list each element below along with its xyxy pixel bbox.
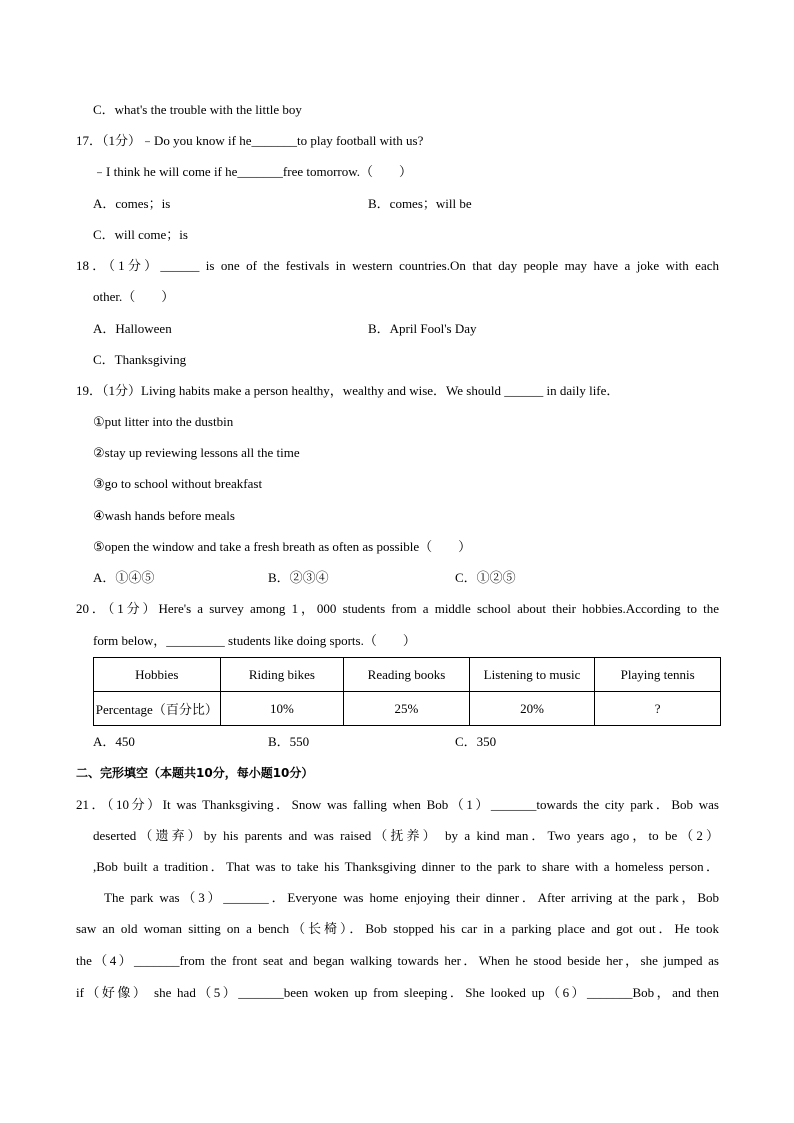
q19-item-3: ③go to school without breakfast (93, 476, 263, 491)
q17-stem: 17．（1分）﹣Do you know if he_______to play football with us? (76, 133, 424, 148)
q20-stem: 20．（1分）Here's a survey among 1，000 students from a middle school about their hobbies.According to the (76, 601, 719, 616)
q19-item-1: ①put litter into the dustbin (93, 414, 234, 429)
q19-item-2: ②stay up reviewing lessons all the time (93, 445, 300, 460)
q18-stem: 18．（1分）______ is one of the festivals in western countries.On that day people may have a joke with each (76, 258, 719, 273)
q20-stem-line2: form below，_________ students like doing sports.（ ） (93, 633, 416, 648)
q19-option-a: A．①④⑤ (93, 570, 155, 585)
table-cell: 20% (469, 692, 595, 726)
table-cell: 25% (344, 692, 470, 726)
q21-passage-line-6: the（4）_______from the front seat and began walking towards her．When he stood beside her，she jumped as (76, 953, 719, 968)
q21-passage-line-1: 21．（10分）It was Thanksgiving．Snow was falling when Bob（1）_______towards the city park．Bob was (76, 797, 719, 812)
q18-stem-line2: other.（ ） (93, 289, 175, 304)
q19-option-c: C．①②⑤ (455, 570, 516, 585)
q18-option-b: B．April Fool's Day (368, 321, 477, 336)
q16-option-c: C．what's the trouble with the little boy (93, 102, 302, 117)
q17-option-b: B．comes；will be (368, 196, 472, 211)
table-cell: Percentage（百分比） (94, 692, 221, 726)
q19-option-b: B．②③④ (268, 570, 329, 585)
q21-passage-line-5: saw an old woman sitting on a bench（长椅）．Bob stopped his car in a parking place and got out．He took (76, 921, 719, 936)
q18-option-c: C．Thanksgiving (93, 352, 187, 367)
q20-option-a: A．450 (93, 734, 135, 749)
q20-option-c: C．350 (455, 734, 497, 749)
q21-passage-line-7: if（好像） she had（5）_______been woken up from sleeping．She looked up（6）_______Bob，and then (76, 985, 719, 1000)
table-cell: ? (595, 692, 721, 726)
table-header-row (94, 658, 721, 692)
q17-stem-line2: ﹣I think he will come if he_______free tomorrow.（ ） (93, 164, 413, 179)
q18-option-a: A．Halloween (93, 321, 172, 336)
q21-passage-line-3: ,Bob built a tradition．That was to take his Thanksgiving dinner to the park to share with a homeless person． (93, 859, 719, 874)
table-row (94, 692, 721, 726)
q17-option-a: A．comes；is (93, 196, 171, 211)
q20-option-b: B．550 (268, 734, 310, 749)
hobby-survey-table (93, 657, 721, 726)
q21-passage-line-2: deserted（遗弃）by his parents and was raised（抚养） by a kind man．Two years ago，to be（2） (93, 828, 719, 843)
q21-passage-line-4: The park was（3）_______．Everyone was home enjoying their dinner．After arriving at the park，Bob (104, 890, 719, 905)
section-heading: 二、完形填空（本题共10分，每小题10分） (76, 766, 314, 780)
q17-option-c: C．will come；is (93, 227, 188, 242)
table-header-cell: Hobbies (94, 658, 221, 692)
q19-item-5: ⑤open the window and take a fresh breath as often as possible（ ） (93, 539, 472, 554)
table-cell: 10% (220, 692, 344, 726)
q19-stem: 19．（1分）Living habits make a person healthy，wealthy and wise．We should ______ in daily life． (76, 383, 620, 398)
table-header-cell: Listening to music (469, 658, 595, 692)
q19-item-4: ④wash hands before meals (93, 508, 235, 523)
table-header-cell: Riding bikes (220, 658, 344, 692)
table-header-cell: Reading books (344, 658, 470, 692)
table-header-cell: Playing tennis (595, 658, 721, 692)
